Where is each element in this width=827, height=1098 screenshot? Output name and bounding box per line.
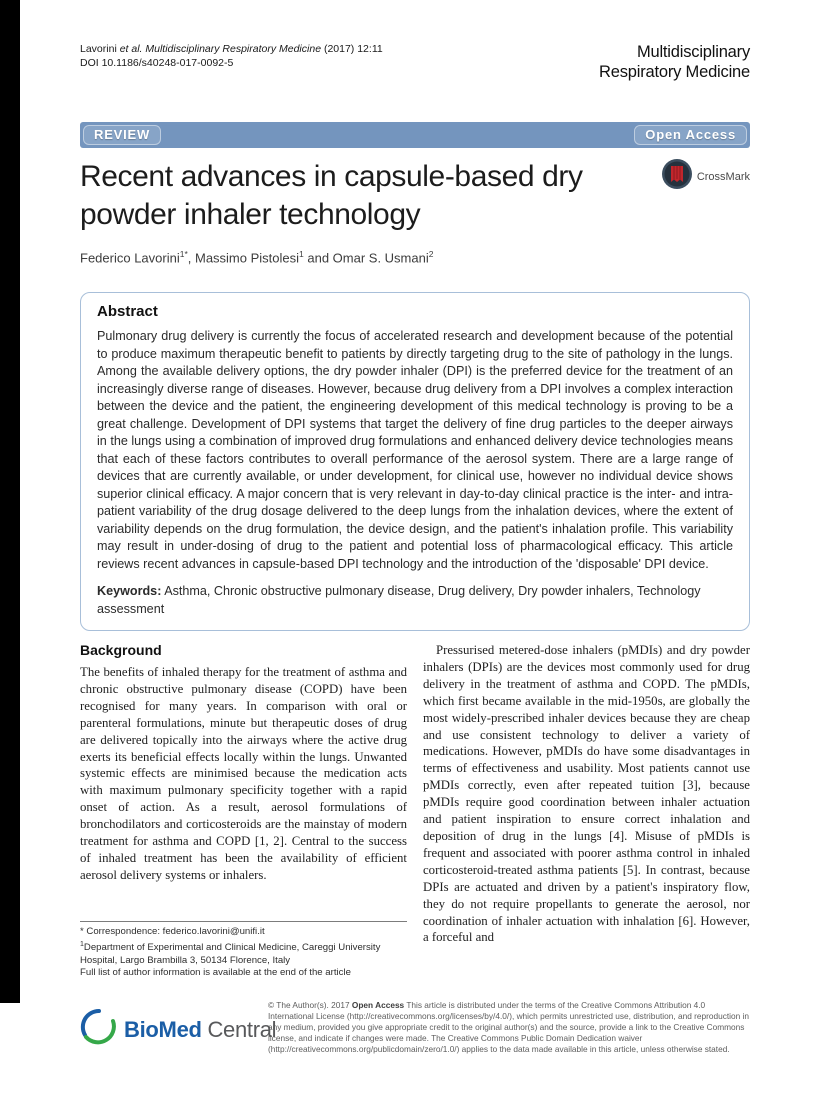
biomed-central-ring-icon — [80, 1008, 118, 1051]
abstract-heading: Abstract — [97, 303, 158, 320]
abstract-box — [80, 292, 750, 631]
abstract-body: Pulmonary drug delivery is currently the focus of accelerated research and development because of the potential to produce maximum therapeutic benefit to patients by directly targeting drug to the site of pathology in the lungs. Among the available delivery options, the dry powder inhaler (DPI) is the preferred device for the treatment of an increasingly diverse range of diseases. However, because drug delivery from a DPI involves a complex interaction between the device and the patient, the engineering development of this medical technology is proving to be a great challenge. Development of DPI systems that target the delivery of fine drug particles to the deeper airways in the lungs using a combination of improved drug formulations and enhanced delivery device technologies means that each of these factors contributes to overall performance of the aerosol system. There are a large range of devices that are currently available, or under development, for clinical use, however no individual device shows superior clinical efficacy. A major concern that is very relevant in day-to-day clinical practice is the inter- and intra-patient variability of the drug dosage delivered to the deep lungs from the inhalation devices, where the extent of variability depends on the drug formulation, the device design, and the patient's inhalation profile. This variability may result in under-dosing of drug to the patient and potential loss of pharmacological efficacy. This article reviews recent advances in capsule-based DPI technology and the introduction of the 'disposable' DPI device. — [97, 329, 733, 571]
correspondence-line: * Correspondence: federico.lavorini@unifi.it — [80, 926, 265, 938]
footnote-divider — [80, 921, 407, 922]
citation-line: Lavorini et al. Multidisciplinary Respiratory Medicine (2017) 12:11 — [80, 43, 383, 55]
background-paragraph: The benefits of inhaled therapy for the treatment of asthma and chronic obstructive pulmonary disease (COPD) have been recognised for many years. In comparison with oral or parenteral formulations, minute but therapeutic doses of drug are delivered topically into the airways where the active drug exerts its beneficial effects locally within the lungs. Unwanted systemic effects are minimised because the medication acts with maximum pulmonary specificity together with a rapid onset of action. As a result, aerosol formulations of bronchodilators and corticosteroids are the mainstay of modern treatment for asthma and COPD [1, 2]. Central to the success of inhaled treatment has been the availability of efficient aerosol delivery systems or inhalers. — [80, 665, 407, 882]
author-info-line: Full list of author information is available at the end of the article — [80, 967, 351, 979]
copyright-text: © The Author(s). 2017 Open Access This article is distributed under the terms of the Creative Commons Attribution 4.0 International License (http://creativecommons.org/licenses/by/4.0/), which permits unrestricted use, distribution, and reproduction in any medium, provided you give appropriate credit to the original author(s) and the source, provide a link to the Creative Commons license, and indicate if changes were made. The Creative Commons Public Domain Dedication waiver (http://creativecommons.org/publicdomain/zero/1.0/) applies to the data made available in this article, unless otherwise stated. — [268, 1000, 749, 1054]
page-title: Recent advances in capsule-based dry powder inhaler technology — [80, 160, 583, 231]
left-column — [80, 642, 407, 980]
article-type-banner — [80, 122, 750, 148]
doi-line: DOI 10.1186/s40248-017-0092-5 — [80, 57, 234, 69]
left-black-bar — [0, 0, 20, 1003]
crossmark-badge[interactable] — [661, 158, 750, 195]
review-label: REVIEW — [83, 125, 161, 145]
crossmark-icon — [661, 158, 693, 195]
body-columns — [80, 642, 750, 980]
open-access-label: Open Access — [634, 125, 747, 145]
author-list: Federico Lavorini$^{1*}$, Massimo Pistolesi$^1$ and Omar S. Usmani$^2$ — [80, 249, 434, 266]
journal-name: Multidisciplinary Respiratory Medicine — [599, 43, 750, 81]
keywords-label: Keywords: — [97, 584, 162, 598]
masthead — [80, 42, 750, 82]
keywords-text: Asthma, Chronic obstructive pulmonary disease, Drug delivery, Dry powder inhalers, Technology assessment — [97, 584, 701, 616]
page-footer — [80, 1000, 750, 1055]
biomed-central-wordmark: BioMed Central — [124, 1016, 277, 1042]
crossmark-label: CrossMark — [696, 170, 750, 183]
affiliation-line: $^1$Department of Experimental and Clinical Medicine, Careggi University Hospital, Largo Brambilla 3, 50134 Florence, Italy — [80, 941, 381, 966]
title-row — [80, 158, 750, 234]
citation-block — [80, 42, 383, 82]
right-column-paragraph: Pressurised metered-dose inhalers (pMDIs) and dry powder inhalers (DPIs) are the devices most commonly used for drug delivery in the treatment of asthma and COPD. The pMDIs, which first became available in the mid-1950s, are globally the most widely-prescribed inhaler devices because they are cheap and use consistent technology to deliver a variety of medications. However, pMDIs do have some disadvantages in terms of effectiveness and usability. Most patients cannot use pMDIs correctly, even after repeated tuition [3], because pMDIs require good coordination between inhaler actuation and patient inspiration to ensure correct inhalation and deposition of drug in the lungs [4]. Misuse of pMDIs is frequent and associated with poorer asthma control in inhaled corticosteroid-treated asthma patients [5]. In contrast, because DPIs are actuated and driven by a patient's inspiratory flow, they do not require propellants to generate the aerosol, nor coordination of inhaler actuation with inhalation [6]. However, a forceful and — [423, 643, 750, 945]
footnotes — [80, 921, 407, 980]
background-heading: Background — [80, 642, 162, 658]
biomed-central-logo — [80, 1008, 277, 1051]
keywords-line — [97, 583, 733, 618]
right-column — [423, 642, 750, 980]
